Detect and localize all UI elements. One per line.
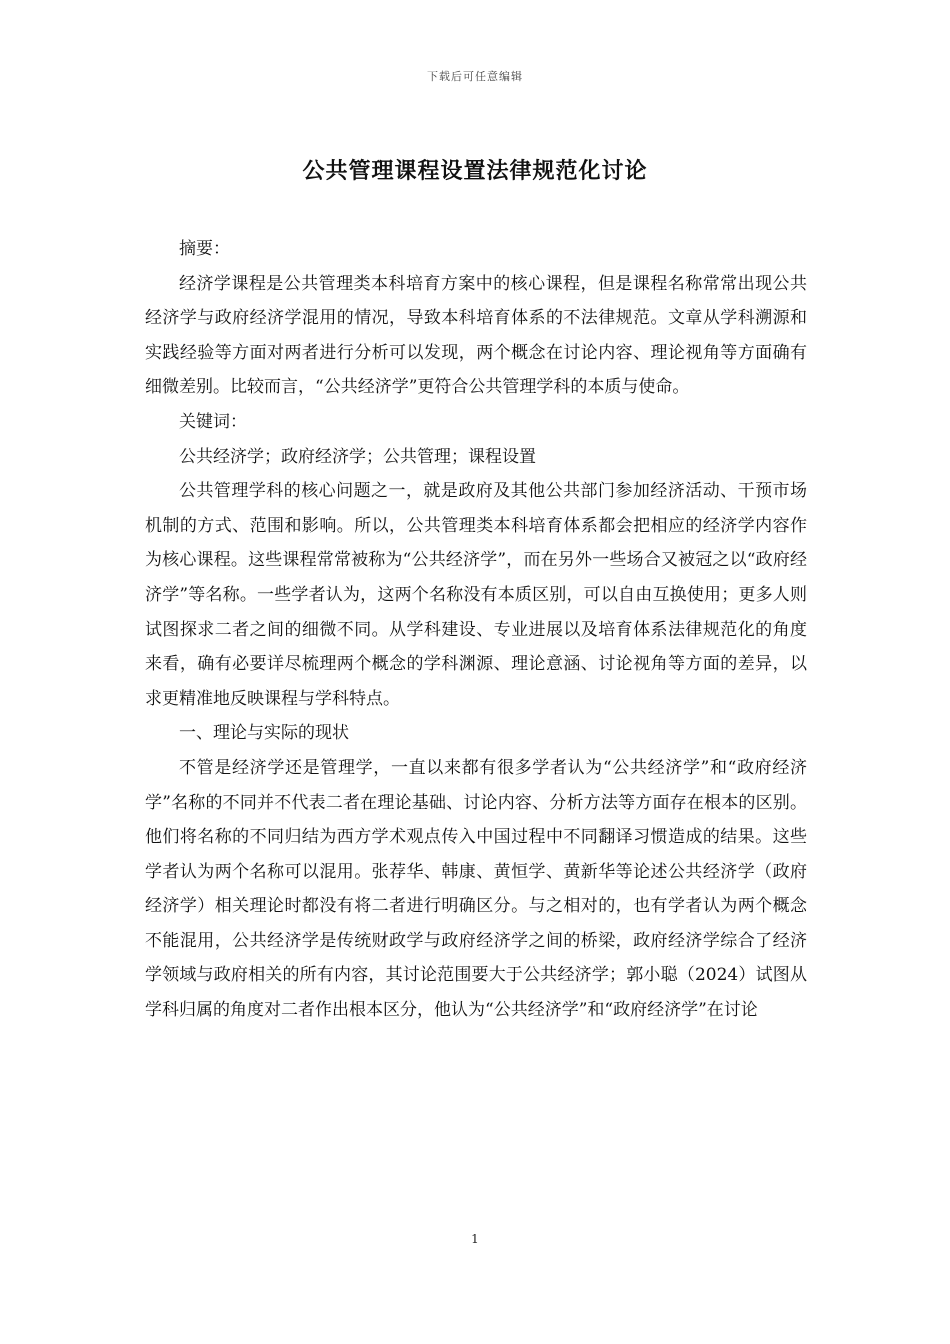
abstract-paragraph: 经济学课程是公共管理类本科培育方案中的核心课程，但是课程名称常常出现公共经济学与政府经济学混用的情况，导致本科培育体系的不法律规范。文章从学科溯源和实践经验等方面对两者进行分析可以发现，两个概念在讨论内容、理论视角等方面确有细微差别。比较而言，“公共经济学”更符合公共管理学科的本质与使命。	[145, 273, 807, 398]
keywords-label: 关键词：	[179, 411, 247, 432]
document-title: 公共管理课程设置法律规范化讨论	[302, 159, 648, 184]
keywords-list: 公共经济学；政府经济学；公共管理；课程设置	[179, 446, 536, 467]
page-number: 1	[471, 1232, 479, 1246]
document-body	[145, 232, 807, 1028]
body-paragraph: 不管是经济学还是管理学，一直以来都有很多学者认为“公共经济学”和“政府经济学”名称的不同并不代表二者在理论基础、讨论内容、分析方法等方面存在根本的区别。他们将名称的不同归结为西方学术观点传入中国过程中不同翻译习惯造成的结果。这些学者认为两个名称可以混用。张荐华、韩康、黄恒学、黄新华等论述公共经济学（政府经济学）相关理论时都没有将二者进行明确区分。与之相对的，也有学者认为两个概念不能混用，公共经济学是传统财政学与政府经济学之间的桥梁，政府经济学综合了经济学领域与政府相关的所有内容，其讨论范围要大于公共经济学；郭小聪（2024）试图从学科归属的角度对二者作出根本区分，他认为“公共经济学”和“政府经济学”在讨论	[145, 757, 807, 1021]
body-paragraph: 公共管理学科的核心问题之一，就是政府及其他公共部门参加经济活动、干预市场机制的方式、范围和影响。所以，公共管理类本科培育体系都会把相应的经济学内容作为核心课程。这些课程常常被称为“公共经济学”，而在另外一些场合又被冠之以“政府经济学”等名称。一些学者认为，这两个名称没有本质区别，可以自由互换使用；更多人则试图探求二者之间的细微不同。从学科建设、专业进展以及培育体系法律规范化的角度来看，确有必要详尽梳理两个概念的学科渊源、理论意涵、讨论视角等方面的差异，以求更精准地反映课程与学科特点。	[145, 481, 807, 709]
header-note: 下载后可任意编辑	[427, 70, 523, 83]
abstract-label: 摘要：	[179, 239, 230, 259]
section-heading: 一、理论与实际的现状	[179, 723, 349, 744]
